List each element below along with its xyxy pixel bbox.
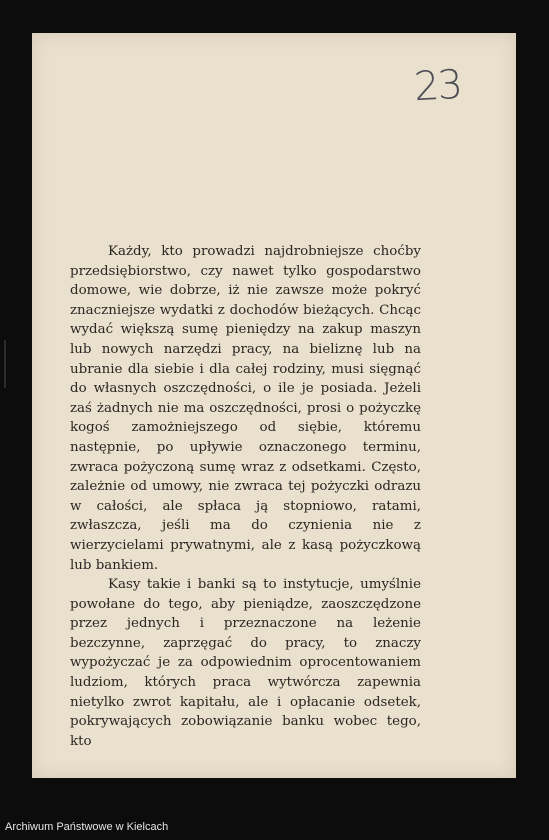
body-text [70,242,421,751]
paragraph-1: Każdy, kto prowadzi najdrobniejsze choćby przedsiębiorstwo, czy nawet tylko gospodarstwo domowe, wie dobrze, iż nie zawsze może pokryć znaczniejsze wydatki z dochodów bieżących. Chcąc wydać większą sumę pieniędzy na zakup maszyn lub nowych narzędzi pracy, na bieliznę lub na ubranie dla siebie i dla całej rodziny, musi sięgnąć do własnych oszczędności, o ile je posiada. Jeżeli zaś żadnych nie ma oszczędności, prosi o pożyczkę kogoś zamożniejszego od siębie, któremu następnie, po upływie oznaczonego terminu, zwraca pożyczoną sumę wraz z odsetkami. Często, zależnie od umowy, nie zwraca tej pożyczki odrazu w całości, ale spłaca ją stopniowo, ratami, zwłaszcza, jeśli ma do czynienia nie z wierzycielami prywatnymi, ale z kasą pożyczkową lub bankiem. [70,244,421,573]
handwritten-page-number: 23 [412,61,463,111]
archive-watermark-label: Archiwum Państwowe w Kielcach [5,821,169,833]
scan-edge-mark [4,340,6,388]
document-page [32,33,516,778]
paragraph-2: Kasy takie i banki są to instytucje, umyślnie powołane do tego, aby pieniądze, zaoszczędzone przez jednych i przeznaczone na leżenie bezczynne, zaprzęgać do pracy, to znaczy wypożyczać je za odpowiednim oprocentowaniem ludziom, których praca wytwórcza zapewnia nietylko zwrot kapitału, ale i opłacanie odsetek, pokrywających zobowiązanie banku wobec tego, kto [70,577,421,749]
